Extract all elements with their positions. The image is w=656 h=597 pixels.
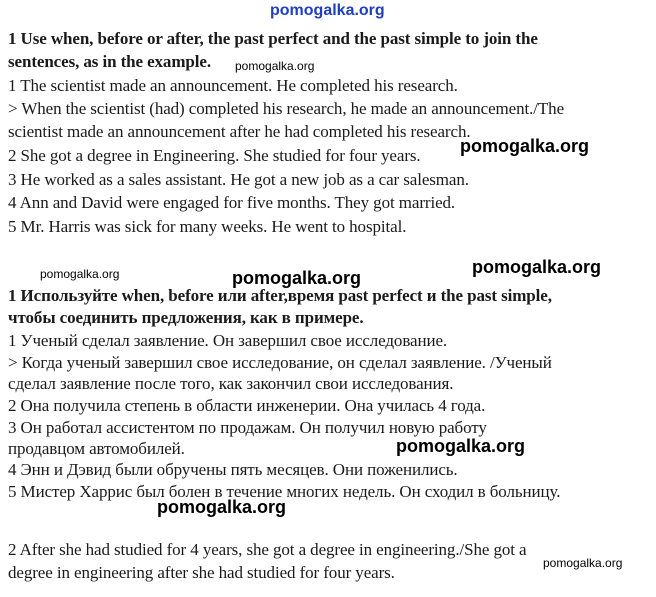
russian-line-4: 2 Она получила степень в области инженерии. Она училась 4 года. (8, 396, 486, 415)
english-line-7: 5 Mr. Harris was sick for many weeks. He went to hospital. (8, 217, 407, 236)
watermark-big-5: pomogalka.org (157, 497, 287, 517)
english-heading-line-2: sentences, as in the example. (8, 52, 211, 71)
english-heading-line-1: 1 Use when, before or after, the past perfect and the past simple to join the (8, 29, 538, 48)
russian-line-6: продавцом автомобилей. (8, 439, 185, 458)
watermark-small-2: pomogalka.org (40, 267, 120, 281)
russian-line-5: 3 Он работал ассистентом по продажам. Он получил новую работу (8, 418, 487, 437)
watermark-small-1: pomogalka.org (235, 59, 315, 73)
russian-line-3: сделал заявление после того, как закончил свои исследования. (8, 374, 454, 393)
english-line-2: > When the scientist (had) completed his research, he made an announcement./The (8, 99, 565, 118)
russian-line-7: 4 Энн и Дэвид были обручены пять месяцев. Они поженились. (8, 460, 458, 479)
watermark-big-1: pomogalka.org (460, 136, 590, 156)
english-line-1: 1 The scientist made an announcement. He completed his research. (8, 76, 458, 95)
watermark-big-2: pomogalka.org (232, 268, 362, 288)
english-line-6: 4 Ann and David were engaged for five months. They got married. (8, 193, 456, 212)
russian-line-1: 1 Ученый сделал заявление. Он завершил свое исследование. (8, 331, 448, 350)
russian-heading-line-2: чтобы соединить предложения, как в примере. (8, 308, 364, 327)
russian-heading-line-1: 1 Используйте when, before или after,время past perfect и the past simple, (8, 286, 552, 305)
watermark-top: pomogalka.org (270, 2, 385, 19)
russian-line-2: > Когда ученый завершил свое исследование, он сделал заявление. /Ученый (8, 353, 552, 372)
watermark-big-4: pomogalka.org (396, 436, 526, 456)
english-line-4: 2 She got a degree in Engineering. She studied for four years. (8, 146, 421, 165)
russian-line-8: 5 Мистер Харрис был болен в течение многих недель. Он сходил в больницу. (8, 482, 561, 501)
watermark-big-3: pomogalka.org (472, 257, 602, 277)
english-line-5: 3 He worked as a sales assistant. He got a new job as a car salesman. (8, 170, 469, 189)
answer-line-2: degree in engineering after she had studied for four years. (8, 563, 395, 582)
watermark-small-3: pomogalka.org (543, 556, 623, 570)
english-line-3: scientist made an announcement after he had completed his research. (8, 122, 471, 141)
answer-line-1: 2 After she had studied for 4 years, she got a degree in engineering./She got a (8, 540, 527, 559)
